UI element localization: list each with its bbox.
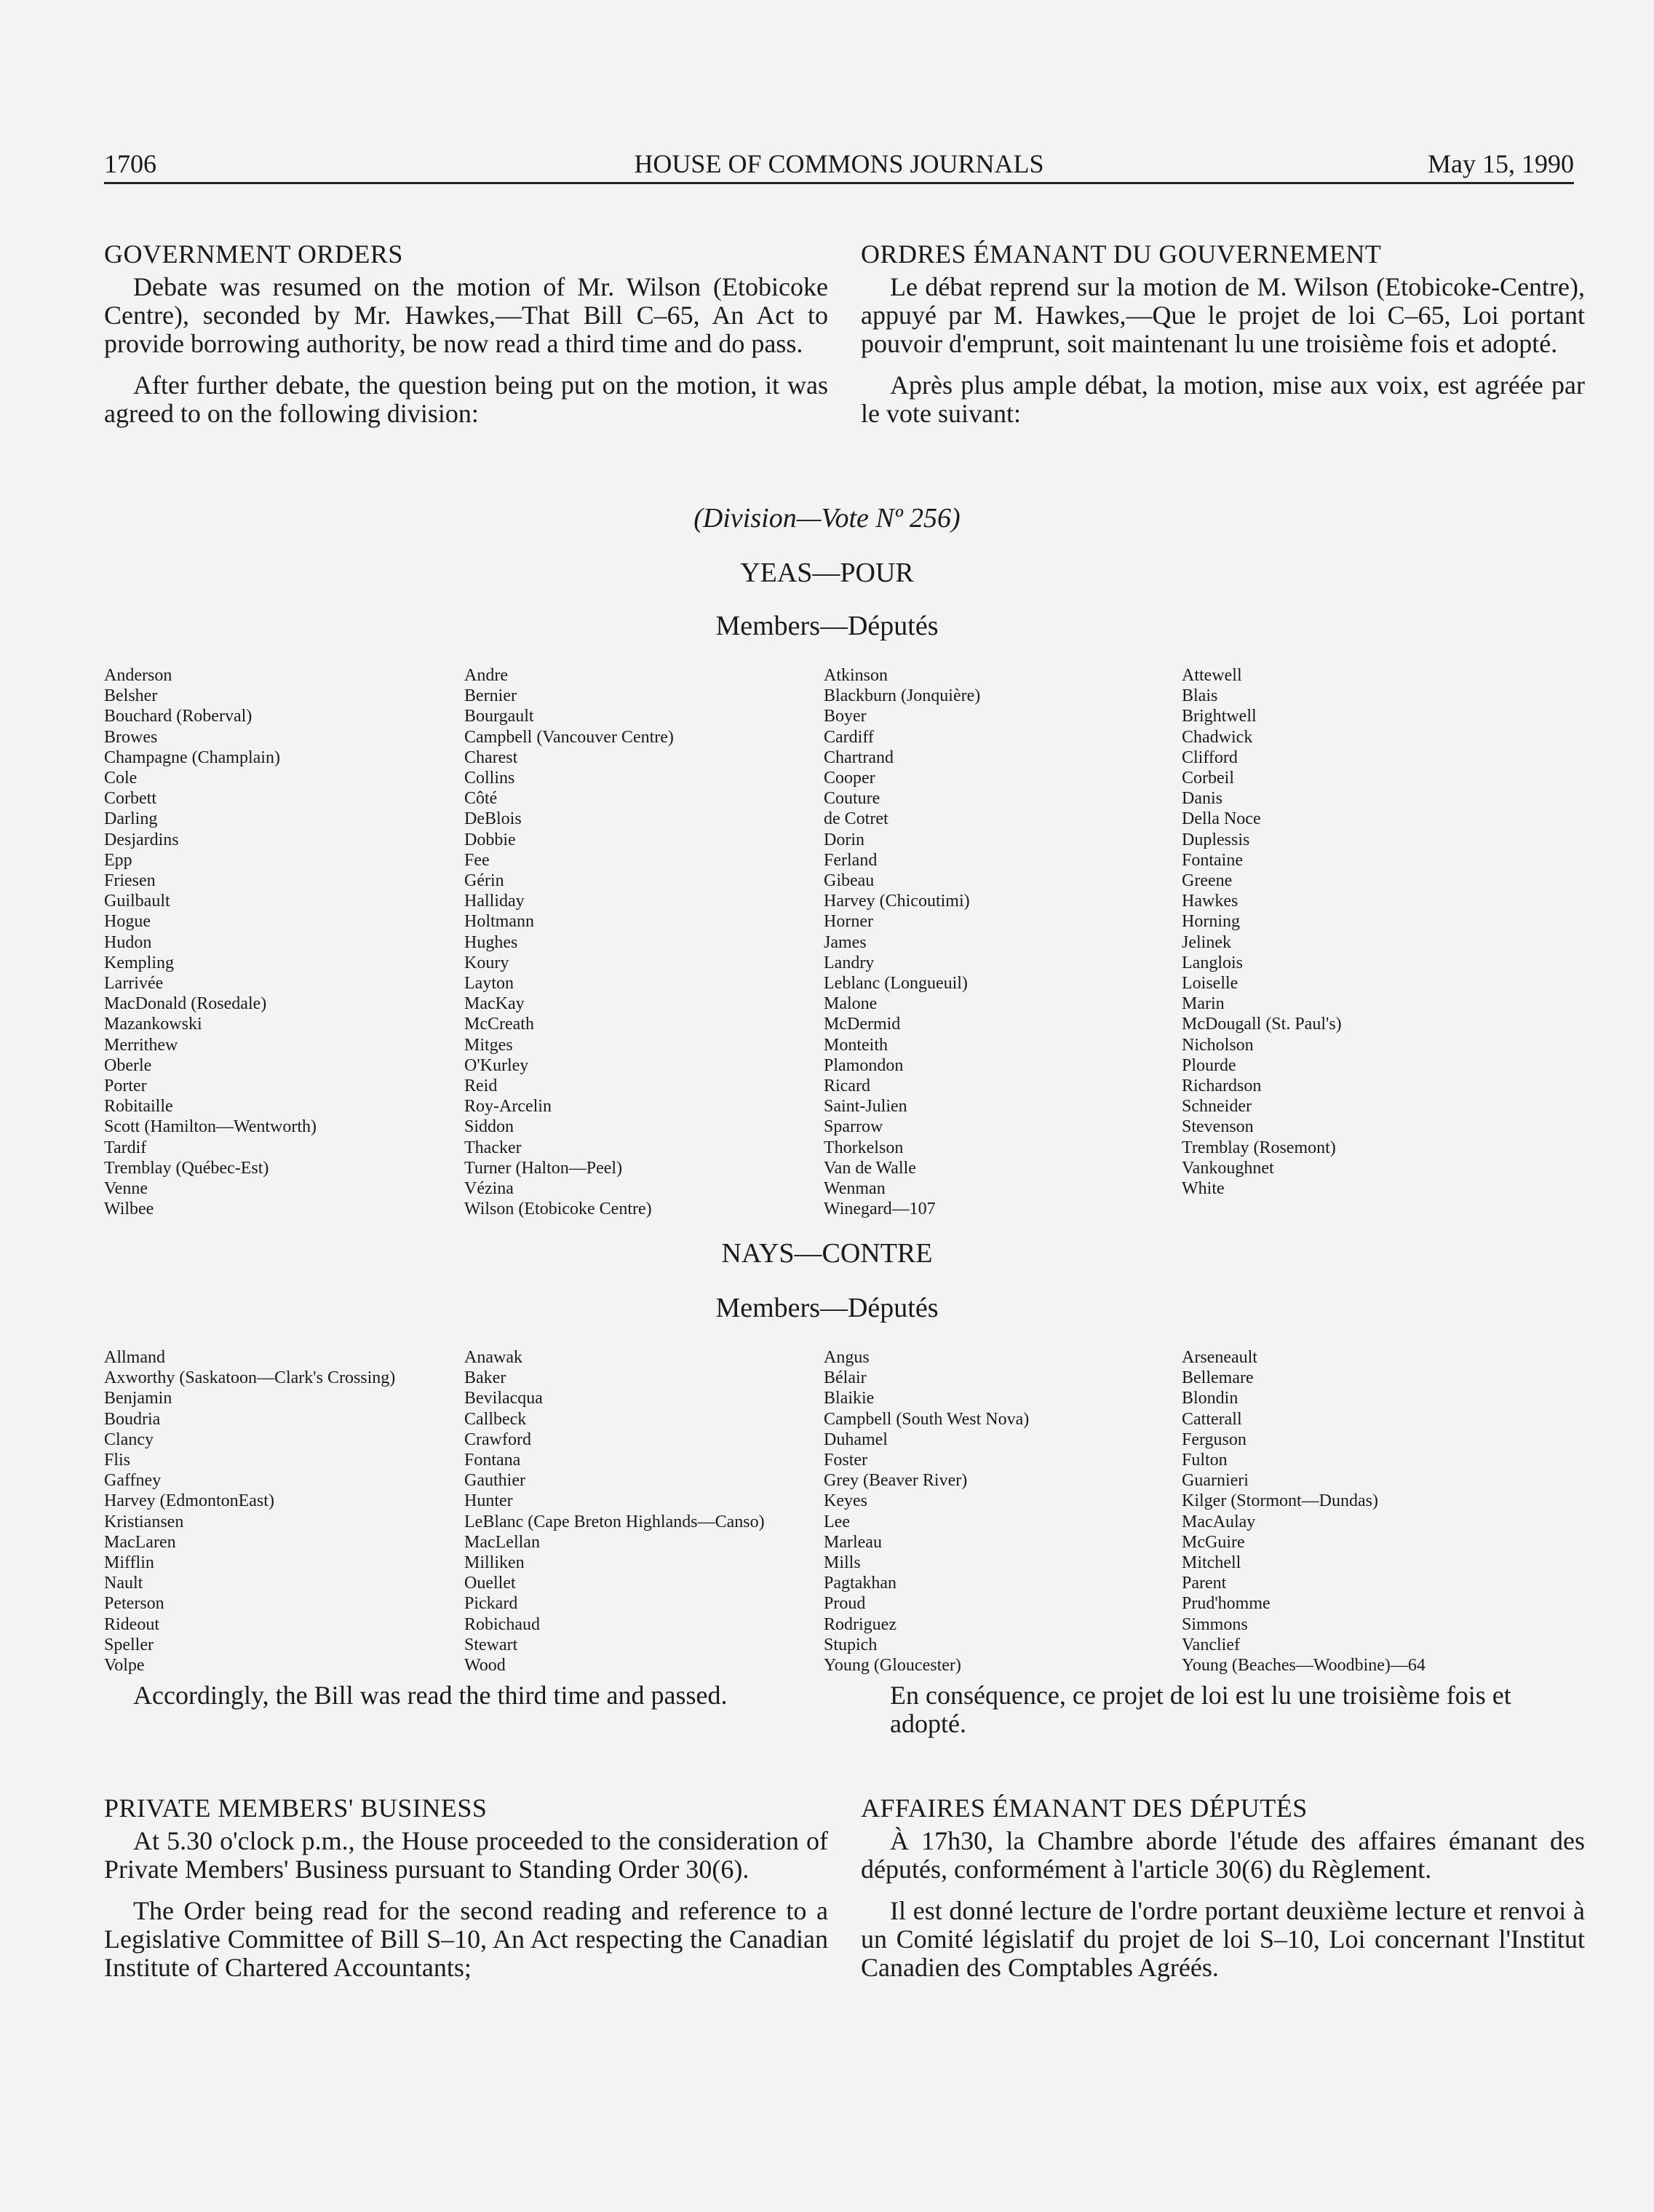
member-name: Mitges xyxy=(464,1035,513,1055)
member-name: Della Noce xyxy=(1182,809,1261,829)
journal-title: HOUSE OF COMMONS JOURNALS xyxy=(634,149,1044,178)
closing-en: Accordingly, the Bill was read the third time and passed. xyxy=(133,1681,728,1710)
member-name: Hogue xyxy=(104,912,151,932)
section-heading: AFFAIRES ÉMANANT DES DÉPUTÉS xyxy=(861,1793,1308,1823)
nays-members-heading: Members—Députés xyxy=(715,1293,939,1323)
member-name: Pagtakhan xyxy=(824,1574,896,1593)
member-name: Halliday xyxy=(464,892,525,911)
member-name: Speller xyxy=(104,1635,154,1654)
member-name: Simmons xyxy=(1182,1614,1248,1634)
nays-column xyxy=(464,1347,765,1676)
member-name: Turner (Halton—Peel) xyxy=(464,1158,623,1178)
member-name: Harvey (Chicoutimi) xyxy=(824,892,970,911)
member-name: Allmand xyxy=(104,1348,165,1367)
member-name: MacDonald (Rosedale) xyxy=(104,994,267,1014)
member-name: Oberle xyxy=(104,1055,152,1075)
member-name: Fontana xyxy=(464,1451,521,1470)
member-name: Leblanc (Longueuil) xyxy=(824,974,968,994)
member-name: Van de Walle xyxy=(824,1158,916,1178)
member-name: Belsher xyxy=(104,686,158,706)
member-name: Greene xyxy=(1182,871,1233,891)
member-name: Wilson (Etobicoke Centre) xyxy=(464,1200,652,1219)
member-name: Stupich xyxy=(824,1635,878,1654)
member-name: Venne xyxy=(104,1179,148,1199)
member-name: Hawkes xyxy=(1182,892,1238,911)
yeas-column xyxy=(464,665,674,1219)
paragraph: Il est donné lecture de l'ordre portant deuxième lecture et renvoi à un Comité législatif du projet de loi S–10, Loi concernant l'Institut Canadien des Comptables Agréés. xyxy=(861,1896,1585,1982)
member-name: Duplessis xyxy=(1182,830,1250,849)
member-name: Proud xyxy=(824,1594,866,1614)
member-name: Hunter xyxy=(464,1491,513,1511)
member-name: Vanclief xyxy=(1182,1635,1240,1654)
private-members-fr xyxy=(861,1794,1585,1995)
member-name: Andre xyxy=(464,666,508,685)
member-name: Blondin xyxy=(1182,1389,1238,1408)
paragraph: At 5.30 o'clock p.m., the House proceeded to the consideration of Private Members' Business pursuant to Standing Order 30(6). xyxy=(104,1826,828,1884)
member-name: Lee xyxy=(824,1512,850,1531)
member-name: Peterson xyxy=(104,1594,164,1614)
member-name: Baker xyxy=(464,1368,506,1388)
member-name: Wenman xyxy=(824,1179,886,1199)
member-name: Anawak xyxy=(464,1348,522,1367)
member-name: Gaffney xyxy=(104,1471,162,1491)
member-name: Bernier xyxy=(464,686,517,706)
member-name: Blackburn (Jonquière) xyxy=(824,686,981,706)
member-name: Duhamel xyxy=(824,1430,888,1449)
nays-column xyxy=(104,1347,395,1676)
member-name: McDermid xyxy=(824,1015,901,1034)
member-name: MacKay xyxy=(464,994,525,1014)
member-name: Koury xyxy=(464,953,509,972)
member-name: MacAulay xyxy=(1182,1512,1256,1531)
member-name: Ouellet xyxy=(464,1574,516,1593)
section-heading: ORDRES ÉMANANT DU GOUVERNEMENT xyxy=(861,239,1382,269)
member-name: MacLellan xyxy=(464,1532,540,1552)
journal-date: May 15, 1990 xyxy=(1428,149,1574,178)
member-name: Blaikie xyxy=(824,1389,875,1408)
member-name: Marleau xyxy=(824,1532,882,1552)
member-name: Nault xyxy=(104,1574,143,1593)
member-name: Campbell (Vancouver Centre) xyxy=(464,727,674,747)
member-name: Brightwell xyxy=(1182,707,1257,726)
member-name: Monteith xyxy=(824,1035,888,1055)
member-name: de Cotret xyxy=(824,809,888,829)
member-name: Plamondon xyxy=(824,1055,904,1075)
member-name: Crawford xyxy=(464,1430,531,1449)
member-name: Scott (Hamilton—Wentworth) xyxy=(104,1117,317,1137)
member-name: Stewart xyxy=(464,1635,518,1654)
member-name: Young (Gloucester) xyxy=(824,1656,961,1676)
member-name: Charest xyxy=(464,748,518,767)
member-name: McDougall (St. Paul's) xyxy=(1182,1015,1342,1034)
member-name: Jelinek xyxy=(1182,932,1231,952)
member-name: Milliken xyxy=(464,1553,525,1573)
member-name: Cooper xyxy=(824,769,875,788)
member-name: Bourgault xyxy=(464,707,534,726)
member-name: Wilbee xyxy=(104,1200,154,1219)
division-label: (Division—Vote Nº 256) xyxy=(693,503,961,534)
member-name: Chadwick xyxy=(1182,727,1253,747)
member-name: Atkinson xyxy=(824,666,888,685)
paragraph: After further debate, the question being put on the motion, it was agreed to on the following division: xyxy=(104,370,828,428)
member-name: Guilbault xyxy=(104,892,170,911)
member-name: Gérin xyxy=(464,871,504,891)
member-name: Robichaud xyxy=(464,1614,540,1634)
member-name: Gibeau xyxy=(824,871,875,891)
member-name: Larrivée xyxy=(104,974,164,994)
page-header xyxy=(104,144,1574,184)
member-name: Epp xyxy=(104,850,132,870)
member-name: Pickard xyxy=(464,1594,518,1614)
member-name: Boudria xyxy=(104,1409,161,1429)
paragraph: Le débat reprend sur la motion de M. Wilson (Etobicoke-Centre), appuyé par M. Hawkes,—Que le projet de loi C–65, Loi portant pouvoir d'emprunt, soit maintenant lu une troisième fois et adopté. xyxy=(861,272,1585,358)
member-name: LeBlanc (Cape Breton Highlands—Canso) xyxy=(464,1512,765,1531)
member-name: Bélair xyxy=(824,1368,867,1388)
member-name: Desjardins xyxy=(104,830,179,849)
member-name: Cole xyxy=(104,769,138,788)
member-name: Layton xyxy=(464,974,514,994)
member-name: Friesen xyxy=(104,871,156,891)
member-name: Browes xyxy=(104,727,158,747)
member-name: Danis xyxy=(1182,789,1222,809)
member-name: Wood xyxy=(464,1656,506,1676)
member-name: Clancy xyxy=(104,1430,154,1449)
yeas-column xyxy=(104,665,317,1219)
member-name: Mills xyxy=(824,1553,861,1573)
member-name: Fee xyxy=(464,850,490,870)
member-name: Kristiansen xyxy=(104,1512,184,1531)
yeas-column xyxy=(1182,665,1342,1199)
paragraph: À 17h30, la Chambre aborde l'étude des affaires émanant des députés, conformément à l'article 30(6) du Règlement. xyxy=(861,1826,1585,1884)
member-name: Horning xyxy=(1182,912,1240,932)
member-name: Rideout xyxy=(104,1614,159,1634)
member-name: White xyxy=(1182,1179,1225,1199)
member-name: Darling xyxy=(104,809,158,829)
member-name: Robitaille xyxy=(104,1097,173,1117)
member-name: Parent xyxy=(1182,1574,1227,1593)
member-name: Kilger (Stormont—Dundas) xyxy=(1182,1491,1378,1511)
member-name: Thacker xyxy=(464,1138,522,1157)
nays-column xyxy=(824,1347,1029,1676)
member-name: Malone xyxy=(824,994,878,1014)
member-name: Mifflin xyxy=(104,1553,154,1573)
member-name: Marin xyxy=(1182,994,1225,1014)
member-name: O'Kurley xyxy=(464,1055,529,1075)
member-name: Axworthy (Saskatoon—Clark's Crossing) xyxy=(104,1368,396,1388)
member-name: Langlois xyxy=(1182,953,1243,972)
member-name: Kempling xyxy=(104,953,174,972)
member-name: Cardiff xyxy=(824,727,874,747)
member-name: Merrithew xyxy=(104,1035,178,1055)
member-name: Young (Beaches—Woodbine)—64 xyxy=(1182,1656,1426,1676)
member-name: Saint-Julien xyxy=(824,1097,907,1117)
member-name: Porter xyxy=(104,1077,147,1096)
paragraph: The Order being read for the second reading and reference to a Legislative Committee of Bill S–10, An Act respecting the Canadian Institute of Chartered Accountants; xyxy=(104,1896,828,1982)
member-name: Schneider xyxy=(1182,1097,1252,1117)
member-name: Horner xyxy=(824,912,873,932)
page-number: 1706 xyxy=(104,149,156,178)
member-name: Fontaine xyxy=(1182,850,1243,870)
member-name: Hudon xyxy=(104,932,152,952)
member-name: Bouchard (Roberval) xyxy=(104,707,253,726)
member-name: Gauthier xyxy=(464,1471,525,1491)
section-heading: GOVERNMENT ORDERS xyxy=(104,239,403,269)
member-name: MacLaren xyxy=(104,1532,176,1552)
member-name: Thorkelson xyxy=(824,1138,904,1157)
member-name: Vézina xyxy=(464,1179,514,1199)
member-name: Landry xyxy=(824,953,875,972)
member-name: Benjamin xyxy=(104,1389,172,1408)
nays-heading: NAYS—CONTRE xyxy=(721,1238,933,1269)
member-name: Keyes xyxy=(824,1491,867,1511)
member-name: Corbeil xyxy=(1182,769,1234,788)
government-orders-en xyxy=(104,240,828,441)
member-name: Catterall xyxy=(1182,1409,1242,1429)
member-name: Collins xyxy=(464,769,515,788)
member-name: Dorin xyxy=(824,830,864,849)
member-name: Flis xyxy=(104,1451,131,1470)
member-name: James xyxy=(824,932,867,952)
section-heading: PRIVATE MEMBERS' BUSINESS xyxy=(104,1793,488,1823)
member-name: Stevenson xyxy=(1182,1117,1254,1137)
yeas-column xyxy=(824,665,980,1219)
member-name: Volpe xyxy=(104,1656,145,1676)
member-name: Attewell xyxy=(1182,666,1242,685)
member-name: McGuire xyxy=(1182,1532,1245,1552)
member-name: Holtmann xyxy=(464,912,534,932)
member-name: Corbett xyxy=(104,789,156,809)
member-name: DeBlois xyxy=(464,809,522,829)
member-name: McCreath xyxy=(464,1015,534,1034)
member-name: Prud'homme xyxy=(1182,1594,1271,1614)
member-name: Clifford xyxy=(1182,748,1238,767)
member-name: Vankoughnet xyxy=(1182,1158,1274,1178)
member-name: Mazankowski xyxy=(104,1015,202,1034)
member-name: Dobbie xyxy=(464,830,516,849)
member-name: Richardson xyxy=(1182,1077,1262,1096)
nays-column xyxy=(1182,1347,1426,1676)
member-name: Callbeck xyxy=(464,1409,527,1429)
member-name: Rodriguez xyxy=(824,1614,896,1634)
closing-fr: En conséquence, ce projet de loi est lu une troisième fois et adopté. xyxy=(890,1681,1511,1738)
member-name: Loiselle xyxy=(1182,974,1238,994)
member-name: Ferland xyxy=(824,850,878,870)
member-name: Plourde xyxy=(1182,1055,1236,1075)
paragraph: Debate was resumed on the motion of Mr. Wilson (Etobicoke Centre), seconded by Mr. Hawkes,—That Bill C–65, An Act to provide borrowing authority, be now read a third time and do pass. xyxy=(104,272,828,358)
member-name: Campbell (South West Nova) xyxy=(824,1409,1030,1429)
member-name: Champagne (Champlain) xyxy=(104,748,280,767)
yeas-heading: YEAS—POUR xyxy=(740,558,914,588)
member-name: Ferguson xyxy=(1182,1430,1247,1449)
paragraph: Après plus ample débat, la motion, mise aux voix, est agréée par le vote suivant: xyxy=(861,370,1585,428)
member-name: Foster xyxy=(824,1451,867,1470)
member-name: Guarnieri xyxy=(1182,1471,1249,1491)
member-name: Chartrand xyxy=(824,748,894,767)
member-name: Nicholson xyxy=(1182,1035,1254,1055)
member-name: Mitchell xyxy=(1182,1553,1241,1573)
member-name: Harvey (EdmontonEast) xyxy=(104,1491,274,1511)
member-name: Tremblay (Rosemont) xyxy=(1182,1138,1336,1157)
member-name: Hughes xyxy=(464,932,518,952)
member-name: Angus xyxy=(824,1348,870,1367)
member-name: Bevilacqua xyxy=(464,1389,543,1408)
member-name: Tardif xyxy=(104,1138,147,1157)
member-name: Sparrow xyxy=(824,1117,883,1137)
member-name: Tremblay (Québec-Est) xyxy=(104,1158,269,1178)
member-name: Couture xyxy=(824,789,880,809)
member-name: Fulton xyxy=(1182,1451,1228,1470)
member-name: Roy-Arcelin xyxy=(464,1097,552,1117)
member-name: Reid xyxy=(464,1077,498,1096)
member-name: Grey (Beaver River) xyxy=(824,1471,968,1491)
private-members-en xyxy=(104,1794,828,1995)
member-name: Winegard—107 xyxy=(824,1200,936,1219)
member-name: Ricard xyxy=(824,1077,870,1096)
member-name: Côté xyxy=(464,789,498,809)
member-name: Blais xyxy=(1182,686,1218,706)
member-name: Arseneault xyxy=(1182,1348,1257,1367)
yeas-members-heading: Members—Députés xyxy=(715,611,939,641)
member-name: Bellemare xyxy=(1182,1368,1254,1388)
member-name: Anderson xyxy=(104,666,172,685)
member-name: Boyer xyxy=(824,707,867,726)
government-orders-fr xyxy=(861,240,1585,441)
member-name: Siddon xyxy=(464,1117,514,1137)
